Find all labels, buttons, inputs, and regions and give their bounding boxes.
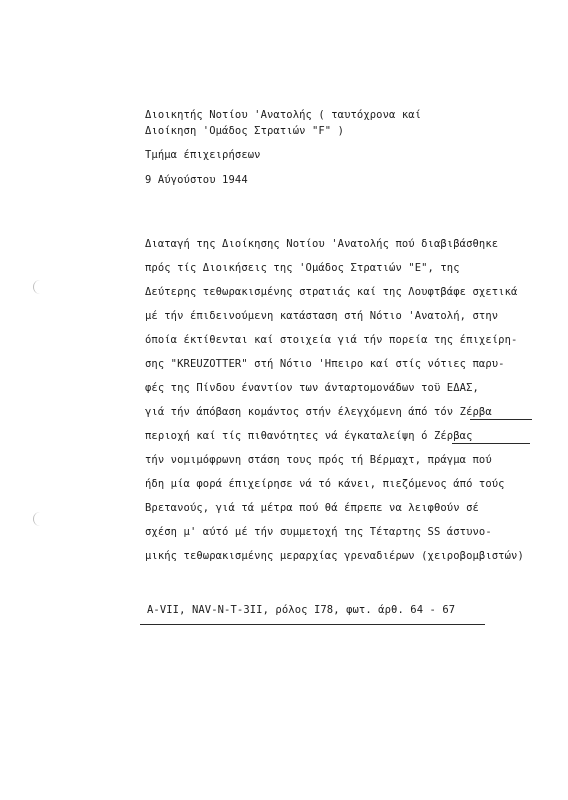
punch-hole-mark-top	[33, 280, 42, 294]
body-line-4: μέ τήν έπιδεινούμενη κατάσταση στή Νότιο 'Ανατολή, στην	[145, 310, 499, 322]
handwritten-underline-1	[470, 419, 532, 420]
header-date: 9 Αύγούστου 1944	[145, 174, 248, 186]
body-line-11: ήδη μία φορά έπιχείρησε νά τό κάνει, πιεζόμενος άπό τούς	[145, 478, 505, 490]
body-line-12: Βρετανούς, γιά τά μέτρα πού θά έπρεπε να λειφθούν σέ	[145, 502, 479, 514]
body-line-5: όποία έκτίθενται καί στοιχεία γιά τήν πορεία της έπιχείρη-	[145, 334, 518, 346]
handwritten-underline-2	[452, 443, 530, 444]
body-line-9: περιοχή καί τίς πιθανότητες νά έγκαταλείψη ό Ζέρβας	[145, 430, 473, 442]
body-line-1: Διαταγή της Διοίκησης Νοτίου 'Ανατολής πού διαβιβάσθηκε	[145, 238, 499, 250]
punch-hole-mark-bottom	[33, 512, 42, 526]
body-line-3: Δεύτερης τεθωρακισμένης στρατιάς καί της Λουφτβάφε σχετικά	[145, 286, 518, 298]
body-line-7: φές της Πίνδου έναντίον των άνταρτομονάδων τοϋ ΕΔΑΣ,	[145, 382, 479, 394]
header-authority: Διοικητής Νοτίου 'Ανατολής ( ταυτόχρονα καί	[145, 109, 422, 121]
body-line-13: σχέση μ' αύτό μέ τήν συμμετοχή της Τέταρτης SS άστυνο-	[145, 526, 492, 538]
archive-reference: A-VII, NAV-N-T-3II, ρόλος I78, φωτ. άρθ. 64 - 67	[147, 604, 456, 616]
body-line-6: σης "KREUZOTTER" στή Νότιο 'Ηπειρο καί στίς νότιες παρυ-	[145, 358, 505, 370]
body-line-2: πρός τίς Διοικήσεις της 'Ομάδος Στρατιών "E", της	[145, 262, 460, 274]
body-line-8: γιά τήν άπόβαση κομάντος στήν έλεγχόμενη άπό τόν Ζέρβα	[145, 406, 492, 418]
header-department: Τμήμα έπιχειρήσεων	[145, 149, 261, 161]
body-line-14: μικής τεθωρακισμένης μεραρχίας γρεναδιέρων (χειροβομβιστών)	[145, 550, 524, 562]
reference-rule	[140, 624, 485, 625]
body-line-10: τήν νομιμόφρωνη στάση τους πρός τή Βέρμαχτ, πράγμα πού	[145, 454, 492, 466]
header-army-group: Διοίκηση 'Ομάδος Στρατιών "F" )	[145, 125, 345, 137]
